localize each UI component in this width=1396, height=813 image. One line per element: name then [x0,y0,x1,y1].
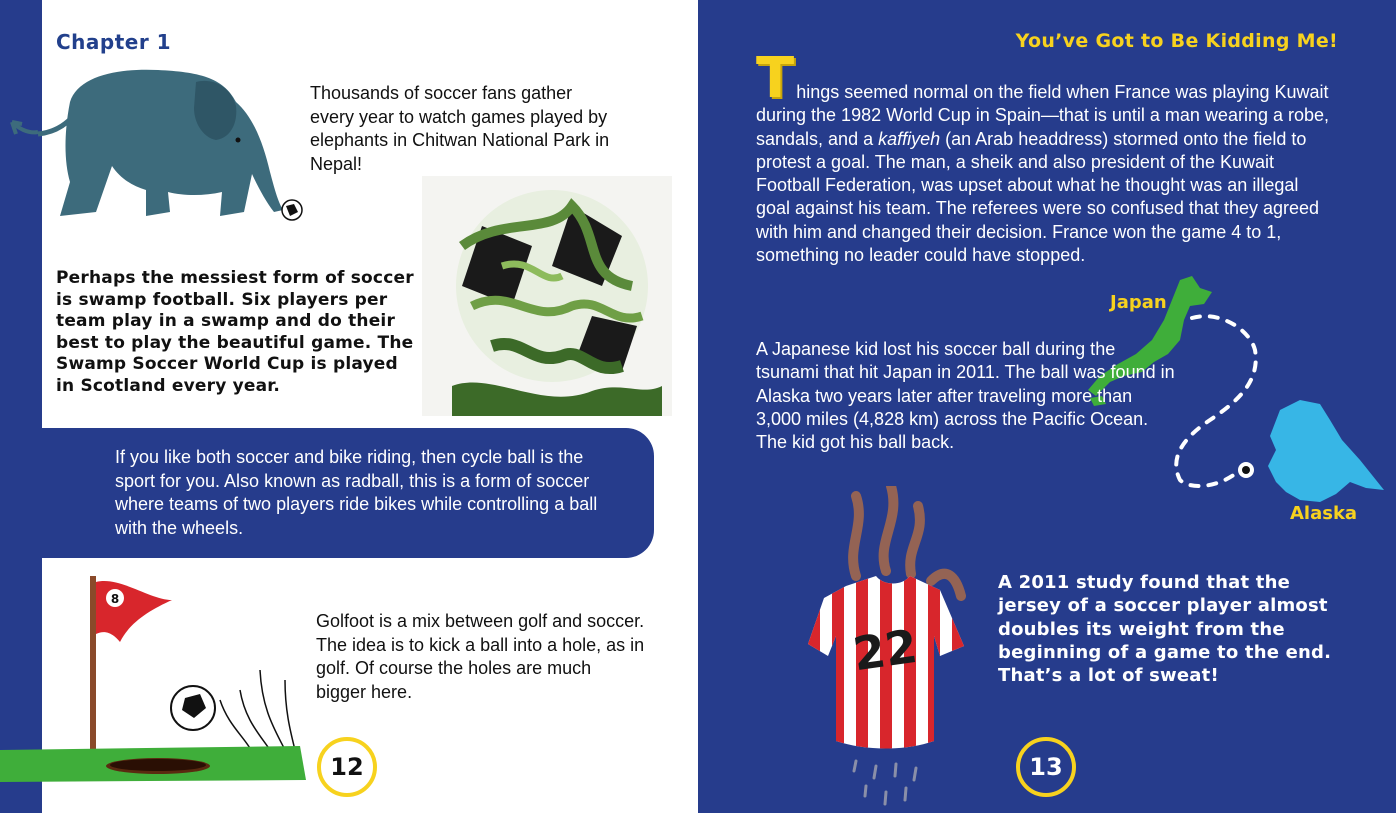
sweat-study-text: A 2011 study found that the jersey of a soccer player almost doubles its weight from the beginning of a game to the end. That’s a lot of sweat! [998,572,1332,687]
cycle-ball-text: If you like both soccer and bike riding, then cycle ball is the sport for you. Also known as radball, this is a form of soccer where teams of two players ride bikes while controlling a ball with the wheels. [115,447,598,538]
tsunami-story: A Japanese kid lost his soccer ball during the tsunami that hit Japan in 2011. The ball was found in Alaska two years later after traveling more than 3,000 miles (4,828 km) across the Pacific Ocean. The kid got his ball back. [756,339,1175,453]
elephant-text: Thousands of soccer fans gather every year to watch games played by elephants in Chitwan National Park in Nepal! [310,83,610,174]
flag-number: 8 [110,592,120,606]
story-text-part2: (an Arab headdress) stormed onto the field to protest a goal. The man, a sheik and also president of the Kuwait Football Federation, was upset about what he thought was an illegal goal against his team. The referees were so confused that they agreed with him and changed their decision. France won the game 4 to 1, something no leader could have stopped. [756,128,1320,266]
drop-cap: T [756,46,795,111]
map-label-japan: Japan [1110,292,1167,313]
story-text-kaffiyeh: kaffiyeh [878,128,941,149]
golfoot-illustration [0,560,316,790]
alaska-shape [1268,400,1384,502]
page-number-left: 12 [317,737,377,797]
sweaty-jersey-illustration [806,486,976,808]
golfoot-text: Golfoot is a mix between golf and soccer. The idea is to kick a ball into a hole, as in golf. Of course the holes are much bigger here. [316,611,645,702]
cycle-ball-callout [42,428,654,558]
story-text-part1: hings seemed normal on the field when France was playing Kuwait during the 1982 World Cup in Spain—that is until a man wearing a robe, sandals, and a [756,82,1330,149]
running-head: You’ve Got to Be Kidding Me! [1015,30,1338,52]
elephant-illustration [8,62,310,234]
world-cup-story [756,46,1334,267]
swamp-text: Perhaps the messiest form of soccer is swamp football. Six players per team play in a swamp and do their best to play the beautiful game. The Swamp Soccer World Cup is played in Scotland every year. [56,268,414,396]
map-label-alaska: Alaska [1290,503,1358,524]
chapter-label: Chapter 1 [56,30,172,54]
page-number-right: 13 [1016,737,1076,797]
jersey-number: 22 [849,618,921,682]
swamp-ball-illustration [422,176,672,416]
